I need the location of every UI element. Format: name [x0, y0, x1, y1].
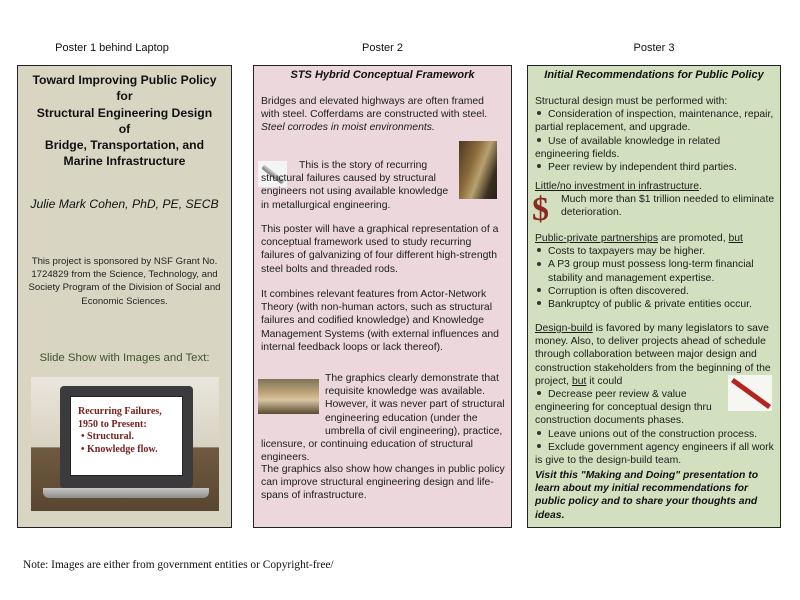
float-spacer: [261, 372, 325, 426]
sponsor-text: This project is sponsored by NSF Grant No. 1724829 from the Science, Technology, and Society Program of the Division of Social and Economic Sciences.: [28, 256, 221, 307]
title-line: of: [118, 121, 131, 136]
investment-heading: [535, 180, 775, 193]
poster2-para-6: The graphics also show how changes in public policy can improve structural engineering design and life-spans of infrastructure.: [261, 464, 505, 502]
poster2-title: STS Hybrid Conceptual Framework: [290, 69, 475, 81]
bullet-icon: [537, 262, 541, 266]
bullet-icon: [537, 164, 541, 168]
para-text: The graphics clearly demonstrate that requisite knowledge was available. However, it was never part of structural engineering education (under the umbrella of civil engineering), practice, licensure, or continuing education of structural engineers.: [261, 373, 505, 464]
bullet-icon: [537, 248, 541, 252]
design-build-body: is favored by many legislators to save money. Also, to deliver projects ahead of schedule through collaboration between major design and construction stakeholders from the beginning of the project,: [535, 323, 771, 387]
bullet-text: Exclude government agency engineers if all work is give to the design-build team.: [535, 441, 774, 467]
ppp-bullet: [535, 245, 775, 258]
poster2-para-1: [261, 95, 505, 135]
poster2-label: Poster 2: [362, 42, 403, 54]
laptop-base: [43, 488, 209, 498]
bullet-text: Bankruptcy of public & private entities occur.: [548, 299, 752, 311]
slide-bullet-text: Knowledge flow.: [87, 443, 158, 455]
design-section: [535, 95, 775, 174]
design-build-bullet: [535, 388, 725, 428]
poster2-para-3: This poster will have a graphical representation of a conceptual framework used to study recurring failures of galvanizing of four different high-strength steel bolts and threaded rods.: [261, 224, 499, 275]
bullet-text: Decrease peer review & value engineering for conceptual design thru construction documents phases.: [535, 389, 712, 427]
bullet-text: Corruption is often discovered.: [548, 285, 689, 297]
design-build-bullet: [535, 441, 775, 467]
bullet-text: Consideration of inspection, maintenance, repair, partial replacement, and upgrade.: [535, 109, 774, 134]
design-build-text: [535, 322, 775, 388]
bullet-icon: [537, 301, 541, 305]
para-italic-text: Steel corrodes in moist environments.: [261, 122, 435, 134]
bullet-icon: [537, 444, 541, 448]
ppp-bullet: [535, 285, 775, 298]
design-bullet: [535, 108, 775, 134]
laptop-bezel: [60, 386, 193, 488]
design-build-but: but: [571, 375, 587, 387]
poster3-title: Initial Recommendations for Public Policy: [544, 69, 764, 81]
ppp-heading: [535, 232, 775, 245]
footnote: Note: Images are either from government entities or Copyright-free/: [23, 559, 334, 571]
ppp-heading-text: Public-private partnerships: [535, 233, 659, 244]
laptop-screen: [70, 396, 183, 476]
bullet-text: Peer review by independent third parties.: [548, 162, 737, 174]
design-build-heading: Design-build: [535, 323, 593, 334]
poster2-para-2: This is the story of recurring structural failures caused by structural engineers not using available knowledge in metallurgical engineering.: [261, 160, 449, 211]
poster-3: [527, 65, 781, 528]
title-line: for: [116, 89, 133, 104]
ppp-section: [535, 232, 775, 311]
bullet-icon: [537, 391, 541, 395]
title-line: Structural Engineering Design: [36, 105, 213, 120]
para-text: Bridges and elevated highways are often framed with steel. Cofferdams are constructed with steel.: [261, 96, 488, 121]
bullet-text: Costs to taxpayers may be higher.: [548, 246, 706, 258]
bullet-text: Leave unions out of the construction process.: [548, 428, 758, 440]
bullet-icon: [537, 138, 541, 142]
laptop-image: [31, 377, 219, 511]
bullet-text: A P3 group must possess long-term financial stability and management expertise.: [548, 259, 754, 284]
slide-bullet: • Structural.: [81, 431, 134, 443]
poster3-label: Poster 3: [633, 42, 675, 54]
bullet-icon: [537, 111, 541, 115]
bullet-icon: [537, 288, 541, 292]
design-intro: Structural design must be performed with:: [535, 96, 728, 107]
ppp-bullet: [535, 258, 775, 284]
poster-1: [17, 65, 232, 528]
ppp-bullet: [535, 298, 775, 311]
slide-line: 1950 to Present:: [78, 418, 147, 430]
design-bullet: [535, 161, 775, 174]
title-line: Toward Improving Public Policy: [32, 73, 217, 87]
slideshow-label: Slide Show with Images and Text:: [39, 352, 210, 364]
slide-text: [78, 406, 162, 456]
poster2-para-5: [261, 372, 505, 464]
design-build-bullet: [535, 428, 775, 441]
design-build-tail: it could: [586, 375, 623, 387]
bullet-text: Use of available knowledge in related engineering fields.: [535, 135, 721, 160]
poster1-title: [18, 72, 231, 170]
worker-image: [459, 141, 497, 199]
dollar-icon: $: [532, 191, 549, 228]
design-build-section: [535, 322, 775, 467]
investment-text: Much more than $1 trillion needed to eliminate deterioration.: [561, 194, 775, 219]
title-line: Marine Infrastructure: [63, 154, 186, 169]
slide-line: Recurring Failures,: [78, 406, 162, 417]
poster-2: [253, 65, 512, 528]
bullet-icon: [537, 431, 541, 435]
author: Julie Mark Cohen, PhD, PE, SECB: [30, 197, 219, 211]
heading-suffix: .: [699, 181, 702, 192]
visit-callout: Visit this "Making and Doing" presentation to learn about my initial recommendations for public policy and to share your thoughts and ideas.: [535, 470, 759, 521]
slide-bullet: • Knowledge flow.: [81, 443, 158, 455]
poster2-para-4: It combines relevant features from Actor-Network Theory (with non-human actors, such as structural failures and codified knowledge) and Knowledge Management Systems (with external influences and internal feedback loops or lack thereof).: [261, 289, 499, 353]
slide-bullet-text: Structural.: [87, 431, 134, 443]
title-line: Bridge, Transportation, and: [44, 138, 205, 153]
ppp-mid-text: are promoted,: [658, 233, 729, 244]
poster1-label: Poster 1 behind Laptop: [55, 42, 169, 54]
ppp-but-text: but: [728, 233, 743, 244]
design-bullet: [535, 135, 775, 161]
investment-heading-text: Little/no investment in infrastructure: [535, 181, 700, 192]
